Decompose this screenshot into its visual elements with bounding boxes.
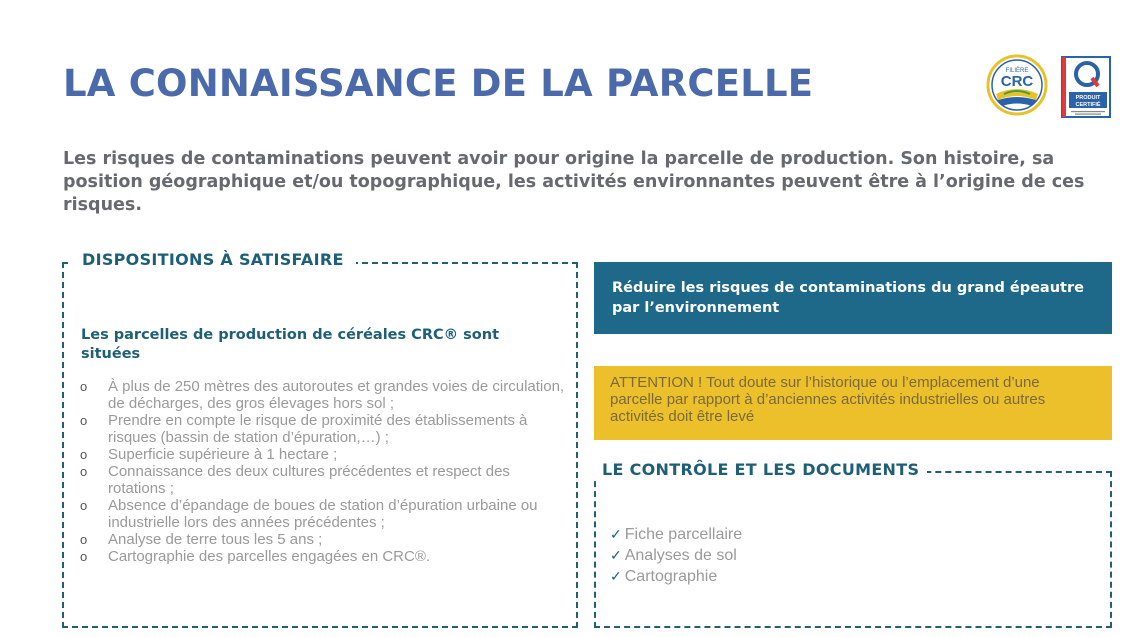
svg-text:CRC: CRC <box>1000 73 1034 90</box>
svg-text:PRODUIT: PRODUIT <box>1075 95 1101 101</box>
produit-certifie-logo-icon <box>1061 56 1111 118</box>
crc-logo-icon <box>986 54 1048 116</box>
dispositions-list <box>80 378 570 565</box>
list-item: o Cartographie des parcelles engagées en CRC®. <box>80 548 431 565</box>
list-item: o Analyse de terre tous les 5 ans ; <box>80 531 323 548</box>
objective-banner: Réduire les risques de contaminations du grand épeautre par l’environnement <box>594 262 1112 334</box>
circle-bullet-icon: o <box>80 532 88 547</box>
circle-bullet-icon: o <box>80 413 88 428</box>
circle-bullet-icon: o <box>80 464 88 479</box>
intro-paragraph: Les risques de contaminations peuvent avoir pour origine la parcelle de production. Son histoire, sa position géographique et/ou topographique, les activités environnantes peuvent être à l’origine de ces risques. <box>63 149 1085 215</box>
page-title: LA CONNAISSANCE DE LA PARCELLE <box>63 62 814 105</box>
controle-list <box>610 524 742 587</box>
list-item: ✓ Cartographie <box>610 568 718 585</box>
list-item: o Absence d’épandage de boues de station d’épuration urbaine ou industrielle lors des années précédentes ; <box>80 497 538 531</box>
circle-bullet-icon: o <box>80 447 88 462</box>
circle-bullet-icon: o <box>80 379 88 394</box>
list-item: ✓ Analyses de sol <box>610 547 737 564</box>
list-item: ✓ Fiche parcellaire <box>610 526 743 543</box>
circle-bullet-icon: o <box>80 549 88 564</box>
list-item: o Prendre en compte le risque de proximité des établissements à risques (bassin de station d’épuration,…) ; <box>80 412 528 446</box>
dispositions-heading: DISPOSITIONS À SATISFAIRE <box>70 250 356 269</box>
dispositions-subheading: Les parcelles de production de céréales CRC® sont situées <box>81 327 500 362</box>
svg-text:CERTIFIÉ: CERTIFIÉ <box>1075 102 1101 108</box>
list-item: o Superficie supérieure à 1 hectare ; <box>80 446 338 463</box>
checkmark-icon: ✓ <box>610 526 622 542</box>
list-item: o À plus de 250 mètres des autoroutes et grandes voies de circulation, de décharges, des gros élevages hors sol ; <box>80 378 565 412</box>
svg-text:FILIÈRE: FILIÈRE <box>1005 68 1029 74</box>
circle-bullet-icon: o <box>80 498 88 513</box>
checkmark-icon: ✓ <box>610 547 622 563</box>
warning-banner: ATTENTION ! Tout doute sur l’historique ou l’emplacement d’une parcelle par rapport à d’anciennes activités industrielles ou autres activités doit être levé <box>594 366 1112 440</box>
list-item: o Connaissance des deux cultures précédentes et respect des rotations ; <box>80 463 510 497</box>
certification-logos <box>986 54 1112 120</box>
controle-heading: LE CONTRÔLE ET LES DOCUMENTS <box>594 460 927 479</box>
checkmark-icon: ✓ <box>610 568 622 584</box>
